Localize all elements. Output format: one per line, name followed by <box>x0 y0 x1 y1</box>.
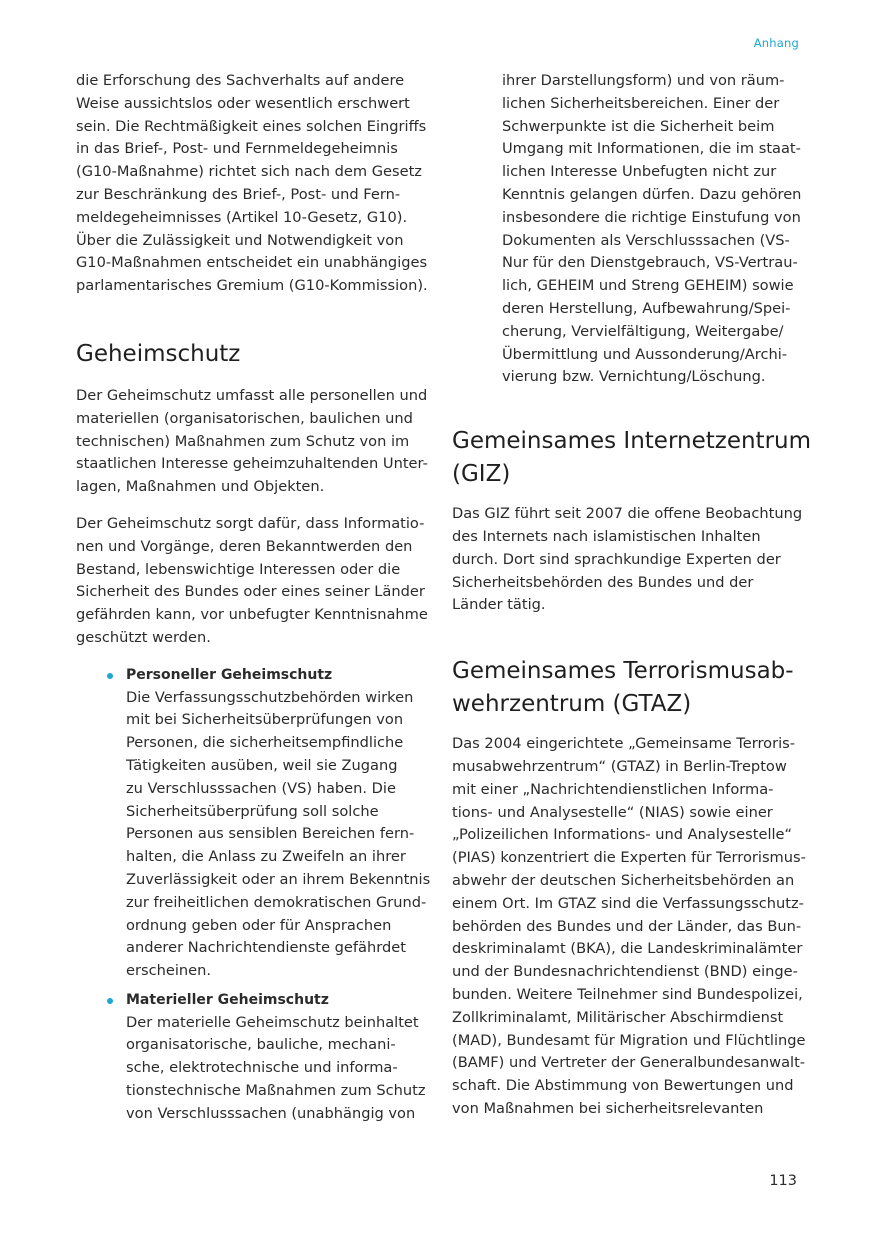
text-line: von Verschlusssachen (unabhängig von <box>126 1104 416 1122</box>
text-line: zu Verschlusssachen (VS) haben. Die <box>126 779 396 797</box>
text-line: behörden des Bundes und der Länder, das Bun- <box>452 917 802 935</box>
text-line: Bestand, lebenswichtige Interessen oder die <box>76 560 401 578</box>
heading-geheimschutz: Geheimschutz <box>76 340 241 367</box>
text-line: Das GIZ führt seit 2007 die offene Beobachtung <box>452 505 803 523</box>
text-line: Der Geheimschutz sorgt dafür, dass Informatio- <box>76 514 425 532</box>
text-line: lagen, Maßnahmen und Objekten. <box>76 478 325 496</box>
text-line: und der Bundesnachrichtendienst (BND) einge- <box>452 963 798 981</box>
text-line: deren Herstellung, Aufbewahrung/Spei- <box>502 299 791 317</box>
continued-bullet-text <box>452 70 802 389</box>
text-line: „Polizeilichen Informations- und Analysestelle“ <box>452 826 793 844</box>
text-line: lich, GEHEIM und Streng GEHEIM) sowie <box>502 277 794 295</box>
bullet-dot <box>107 998 113 1004</box>
text-line: Übermittlung und Aussonderung/Archi- <box>502 345 788 363</box>
text-line: tions- und Analysestelle“ (NIAS) sowie einer <box>452 803 773 821</box>
text-line: abwehr der deutschen Sicherheitsbehörden an <box>452 871 795 889</box>
text-line: (G10-Maßnahme) richtet sich nach dem Gesetz <box>76 163 422 181</box>
text-line: sche, elektrotechnische und informa- <box>126 1059 398 1077</box>
text-line: Sicherheitsüberprüfung soll solche <box>126 802 379 820</box>
bullet-text <box>126 687 431 983</box>
text-line: geschützt werden. <box>76 628 211 646</box>
text-line: mit bei Sicherheitsüberprüfungen von <box>126 711 404 729</box>
page-number: 113 <box>769 1173 797 1189</box>
text-line: einem Ort. Im GTAZ sind die Verfassungsschutz- <box>452 894 804 912</box>
text-line: Kenntnis gelangen dürfen. Dazu gehören <box>502 185 802 203</box>
text-line: deskriminalamt (BKA), die Landeskriminalämter <box>452 940 803 958</box>
text-line: tionstechnische Maßnahmen zum Schutz <box>126 1082 426 1100</box>
text-line: insbesondere die richtige Einstufung von <box>502 208 801 226</box>
text-line: Tätigkeiten ausüben, weil sie Zugang <box>126 756 398 774</box>
intro-paragraph <box>76 70 426 298</box>
left-column <box>76 70 431 1126</box>
text-line: Schwerpunkte ist die Sicherheit beim <box>502 117 775 135</box>
text-line: (MAD), Bundesamt für Migration und Flüchtlinge <box>452 1031 806 1049</box>
text-line: Der materielle Geheimschutz beinhaltet <box>126 1013 419 1031</box>
text-line: staatlichen Interesse geheimzuhaltenden Unter- <box>76 455 428 473</box>
text-line: Zollkriminalamt, Militärischer Abschirmdienst <box>452 1008 784 1026</box>
text-line: Zuverlässigkeit oder an ihrem Bekenntnis <box>126 870 431 888</box>
bullet-title: Materieller Geheimschutz <box>126 991 329 1008</box>
bullet-title: Personeller Geheimschutz <box>126 666 333 683</box>
text-line: bunden. Weitere Teilnehmer sind Bundespolizei, <box>452 985 803 1003</box>
text-line: zur freiheitlichen demokratischen Grund- <box>126 893 427 911</box>
text-line: von Maßnahmen bei sicherheitsrelevanten <box>452 1099 764 1117</box>
running-header: Anhang <box>753 36 799 50</box>
text-line: Die Verfassungsschutzbehörden wirken <box>126 688 414 706</box>
text-line: ordnung geben oder für Ansprachen <box>126 916 392 934</box>
text-line: (BAMF) und Vertreter der Generalbundesanwalt- <box>452 1054 806 1072</box>
text-line: ihrer Darstellungsform) und von räum- <box>502 72 785 89</box>
text-line: des Internets nach islamistischen Inhalten <box>452 527 761 545</box>
text-line: Das 2004 eingerichtete „Gemeinsame Terroris- <box>452 735 795 753</box>
text-line: Weise aussichtslos oder wesentlich erschwert <box>76 94 410 112</box>
text-line: meldegeheimnisses (Artikel 10-Gesetz, G10). <box>76 208 408 226</box>
text-line: Personen aus sensiblen Bereichen fern- <box>126 825 415 843</box>
bullet-text <box>126 1012 426 1126</box>
heading-gtaz <box>452 655 802 721</box>
text-line: Sicherheitsbehörden des Bundes und der <box>452 573 754 591</box>
text-line: Umgang mit Informationen, die im staat- <box>502 140 801 158</box>
text-line: durch. Dort sind sprachkundige Experten der <box>452 550 781 568</box>
text-line: anderer Nachrichtendienste gefährdet <box>126 939 406 957</box>
geheimschutz-paragraph-2 <box>76 513 426 650</box>
giz-paragraph <box>452 503 802 617</box>
text-line: (PIAS) konzentriert die Experten für Terrorismus- <box>452 849 806 867</box>
heading-giz <box>452 425 812 491</box>
text-line: zur Beschränkung des Brief-, Post- und Fern- <box>76 185 401 203</box>
text-line: in das Brief-, Post- und Fernmeldegeheimnis <box>76 140 398 158</box>
text-line: Nur für den Dienstgebrauch, VS-Vertrau- <box>502 254 798 272</box>
bullet-personeller <box>76 664 431 983</box>
text-line: sein. Die Rechtmäßigkeit eines solchen Eingriffs <box>76 117 427 135</box>
text-line: nen und Vorgänge, deren Bekanntwerden den <box>76 537 413 555</box>
geheimschutz-paragraph-1 <box>76 385 426 499</box>
text-line: musabwehrzentrum“ (GTAZ) in Berlin-Treptow <box>452 757 787 775</box>
text-line: technischen) Maßnahmen zum Schutz von im <box>76 432 410 450</box>
text-line: cherung, Vervielfältigung, Weitergabe/ <box>502 322 784 340</box>
gtaz-paragraph <box>452 733 806 1121</box>
text-line: Der Geheimschutz umfasst alle personellen und <box>76 386 428 404</box>
text-line: halten, die Anlass zu Zweifeln an ihrer <box>126 848 406 866</box>
text-line: Personen, die sicherheitsempfindliche <box>126 734 404 752</box>
text-line: G10-Maßnahmen entscheidet ein unabhängiges <box>76 254 428 272</box>
text-line: mit einer „Nachrichtendienstlichen Informa- <box>452 780 774 798</box>
text-line: Länder tätig. <box>452 596 546 614</box>
text-line: die Erforschung des Sachverhalts auf andere <box>76 72 405 89</box>
text-line: lichen Sicherheitsbereichen. Einer der <box>502 94 780 112</box>
text-line: Dokumenten als Verschlusssachen (VS- <box>502 231 790 249</box>
text-line: wehrzentrum (GTAZ) <box>452 691 692 718</box>
right-column <box>452 70 812 1121</box>
text-line: vierung bzw. Vernichtung/Löschung. <box>502 368 766 386</box>
text-line: Gemeinsames Terrorismusab- <box>452 658 794 685</box>
text-line: organisatorische, bauliche, mechani- <box>126 1036 396 1054</box>
text-line: schaft. Die Abstimmung von Bewertungen und <box>452 1077 794 1095</box>
text-line: parlamentarisches Gremium (G10-Kommission). <box>76 277 428 295</box>
text-line: (GIZ) <box>452 461 511 488</box>
text-line: erscheinen. <box>126 962 212 980</box>
text-line: materiellen (organisatorischen, baulichen und <box>76 409 413 427</box>
text-line: Über die Zulässigkeit und Notwendigkeit von <box>76 231 404 249</box>
text-line: gefährden kann, vor unbefugter Kenntnisnahme <box>76 606 428 624</box>
text-line: Sicherheit des Bundes oder eines seiner Länder <box>76 583 425 601</box>
bullet-materieller <box>76 989 426 1126</box>
bullet-dot <box>107 673 113 679</box>
text-line: lichen Interesse Unbefugten nicht zur <box>502 163 777 181</box>
text-line: Gemeinsames Internetzentrum <box>452 428 812 455</box>
